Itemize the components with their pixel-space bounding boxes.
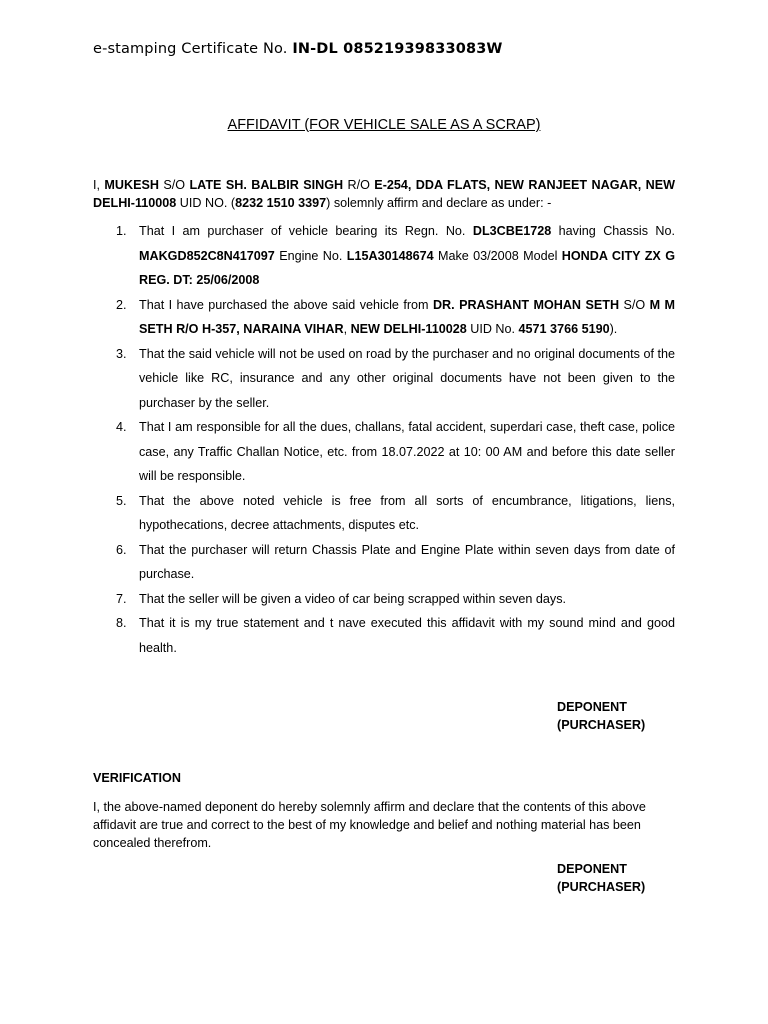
certificate-line xyxy=(93,41,503,57)
seller-uid: 4571 3766 5190 xyxy=(518,322,610,336)
list-item xyxy=(93,538,675,587)
item-number: 8. xyxy=(116,616,127,630)
deponent-label: DEPONENT xyxy=(557,700,627,714)
item-text: Engine No. xyxy=(274,248,347,263)
item-text: ). xyxy=(609,322,618,336)
item-number: 1. xyxy=(116,224,127,238)
intro-text: ) solemnly affirm and declare as under: - xyxy=(326,196,552,210)
declaration-list xyxy=(93,219,675,660)
list-item xyxy=(93,342,675,416)
item-text: having Chassis No. xyxy=(551,224,676,238)
chassis-number: MAKGD852C8N417097 xyxy=(139,248,275,263)
item-text: UID No. xyxy=(466,322,519,336)
deponent-address: E-254, DDA FLATS, NEW RANJEET NAGAR, NEW DELHI-110008 xyxy=(93,178,675,210)
intro-paragraph xyxy=(93,176,675,212)
intro-text: S/O xyxy=(158,178,190,192)
verification-text: I, the above-named deponent do hereby solemnly affirm and declare that the contents of this above affidavit are true and correct to the best of my knowledge and belief and nothing material has been concealed therefrom. xyxy=(93,800,646,850)
deponent-uid: 8232 1510 3397 xyxy=(235,196,327,210)
item-number: 3. xyxy=(116,346,127,361)
item-text: S/O xyxy=(619,297,650,312)
deponent-label: DEPONENT xyxy=(557,862,627,876)
intro-text: UID NO. ( xyxy=(176,196,236,210)
item-number: 2. xyxy=(116,297,127,312)
list-item xyxy=(93,587,675,612)
seller-father-address: M M SETH R/O H-357, NARAINA VIHAR xyxy=(139,297,675,336)
item-text: That I am purchaser of vehicle bearing its Regn. No. xyxy=(139,224,473,238)
deponent-role: (PURCHASER) xyxy=(557,880,646,894)
list-item xyxy=(93,293,675,342)
list-item xyxy=(93,219,675,293)
item-text: That the said vehicle will not be used on road by the purchaser and no original documents of the vehicle like RC, insurance and any other original documents have not been given to the purchaser by the seller. xyxy=(139,346,675,410)
list-item xyxy=(93,489,675,538)
list-item xyxy=(93,611,675,660)
deponent-name: MUKESH xyxy=(104,178,159,192)
item-text: That I am responsible for all the dues, challans, fatal accident, superdari case, theft case, police case, any Traffic Challan Notice, etc. from 18.07.2022 at 10: 00 AM and before this date seller will be responsible. xyxy=(139,420,675,483)
verification-heading: VERIFICATION xyxy=(93,771,181,785)
certificate-number: IN-DL 08521939833083W xyxy=(292,41,503,57)
item-text: That it is my true statement and t nave executed this affidavit with my sound mind and good health. xyxy=(139,616,675,655)
item-text: That the seller will be given a video of car being scrapped within seven days. xyxy=(139,591,567,606)
deponent-role: (PURCHASER) xyxy=(557,718,646,732)
item-text: Make 03/2008 Model xyxy=(433,248,562,263)
intro-text: I, xyxy=(93,178,105,192)
item-text: That I have purchased the above said vehicle from xyxy=(139,297,433,312)
item-number: 5. xyxy=(116,493,127,508)
certificate-label: e-stamping Certificate No. xyxy=(93,41,293,57)
item-number: 6. xyxy=(116,542,127,557)
item-number: 4. xyxy=(116,420,127,434)
deponent-signature-block xyxy=(557,860,645,896)
intro-text: R/O xyxy=(343,178,375,192)
engine-number: L15A30148674 xyxy=(346,248,434,263)
item-text: That the above noted vehicle is free from all sorts of encumbrance, litigations, liens, hypothecations, decree attachments, disputes etc. xyxy=(139,493,675,532)
list-item xyxy=(93,415,675,489)
deponent-father: LATE SH. BALBIR SINGH xyxy=(189,178,344,192)
item-text: , xyxy=(343,322,351,336)
vehicle-regn: DL3CBE1728 xyxy=(472,224,552,238)
seller-city: NEW DELHI-110028 xyxy=(350,322,467,336)
vehicle-model: HONDA CITY ZX G REG. DT: 25/06/2008 xyxy=(139,248,675,287)
document-title: AFFIDAVIT (FOR VEHICLE SALE AS A SCRAP) xyxy=(227,117,541,133)
item-number: 7. xyxy=(116,591,127,606)
deponent-signature-block xyxy=(557,698,645,734)
seller-name: DR. PRASHANT MOHAN SETH xyxy=(432,297,620,312)
item-text: That the purchaser will return Chassis Plate and Engine Plate within seven days from date of purchase. xyxy=(139,542,675,581)
